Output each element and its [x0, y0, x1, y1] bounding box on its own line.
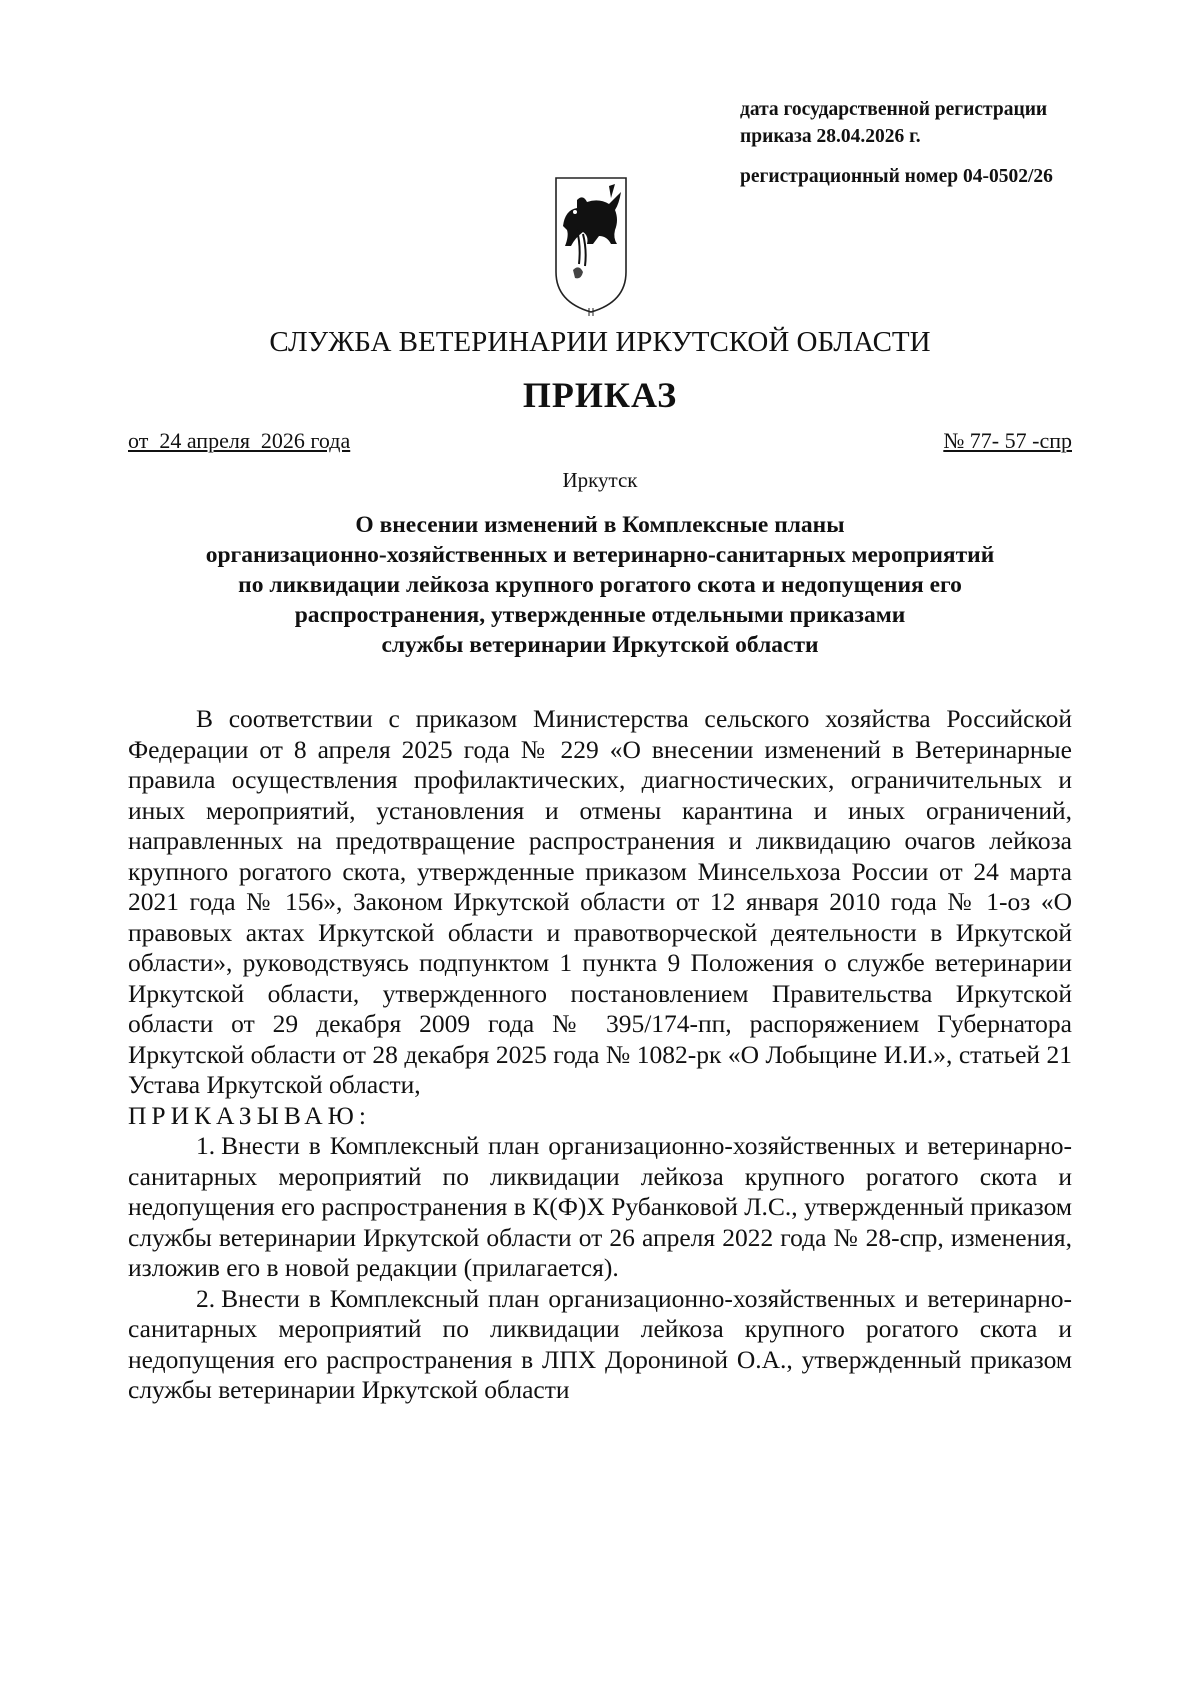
agency-name: СЛУЖБА ВЕТЕРИНАРИИ ИРКУТСКОЙ ОБЛАСТИ	[269, 326, 931, 358]
subject-line-4: распространения, утвержденные отдельными приказами	[294, 602, 906, 628]
orders-word: ПРИКАЗЫВАЮ:	[128, 1100, 371, 1130]
registration-line-2: приказа 28.04.2026 г.	[740, 126, 921, 147]
subject-line-5: службы ветеринарии Иркутской области	[381, 632, 819, 658]
preamble-paragraph: В соответствии с приказом Министерства сельского хозяйства Российской Федерации от 8 апреля 2025 года № 229 «О внесении изменений в Ветеринарные правила осуществления профилактических, диагностических, ограничительных и иных мероприятий, установления и отмены карантина и иных ограничений, направленных на предотвращение распространения и ликвидацию очагов лейкоза крупного рогатого скота, утвержденные приказом Минсельхоза России от 24 марта 2021 года № 156», Законом Иркутской области от 12 января 2010 года № 1-оз «О правовых актах Иркутской области и правотворческой деятельности в Иркутской области», руководствуясь подпунктом 1 пункта 9 Положения о службе ветеринарии Иркутской области, утвержденного постановлением Правительства Иркутской области от 29 декабря 2009 года № 395/174-пп, распоряжением Губернатора Иркутской области от 28 декабря 2025 года № 1082-рк «О Лобыцине И.И.», статьей 21 Устава Иркутской области,	[128, 704, 1072, 1099]
registration-line-1: дата государственной регистрации	[740, 99, 1048, 120]
city: Иркутск	[562, 468, 638, 492]
registration-number: регистрационный номер 04-0502/26	[740, 166, 1053, 187]
order-item	[128, 1131, 1072, 1284]
irkutsk-coat-of-arms-icon	[553, 174, 629, 318]
subject-line-3: по ликвидации лейкоза крупного рогатого скота и недопущения его	[238, 572, 962, 598]
subject-line-1: О внесении изменений в Комплексные планы	[355, 512, 845, 538]
document-type-title: ПРИКАЗ	[522, 375, 678, 415]
order-subject	[128, 510, 1072, 660]
order-body	[128, 704, 1072, 1406]
order-number: № 77- 57 -спр	[943, 428, 1072, 453]
order-item	[128, 1284, 1072, 1406]
order-date: от 24 апреля 2026 года	[128, 428, 351, 453]
item-text: Внести в Комплексный план организационно-хозяйственных и ветеринарно-санитарных мероприятий по ликвидации лейкоза крупного рогатого скота и недопущения его распространения в К(Ф)Х Рубанковой Л.С., утвержденный приказом службы ветеринарии Иркутской области от 26 апреля 2022 года № 28-спр, изменения, изложив его в новой редакции (прилагается).	[128, 1131, 1072, 1282]
subject-line-2: организационно-хозяйственных и ветеринарно-санитарных мероприятий	[205, 542, 995, 568]
registration-block	[740, 96, 1120, 190]
item-number: 1.	[196, 1131, 216, 1160]
item-number: 2.	[196, 1283, 216, 1313]
item-text: Внести в Комплексный план организационно-хозяйственных и ветеринарно-санитарных мероприятий по ликвидации лейкоза крупного рогатого скота и недопущения его распространения в ЛПХ Дорониной О.А., утвержденный приказом службы ветеринарии Иркутской области	[128, 1283, 1072, 1404]
